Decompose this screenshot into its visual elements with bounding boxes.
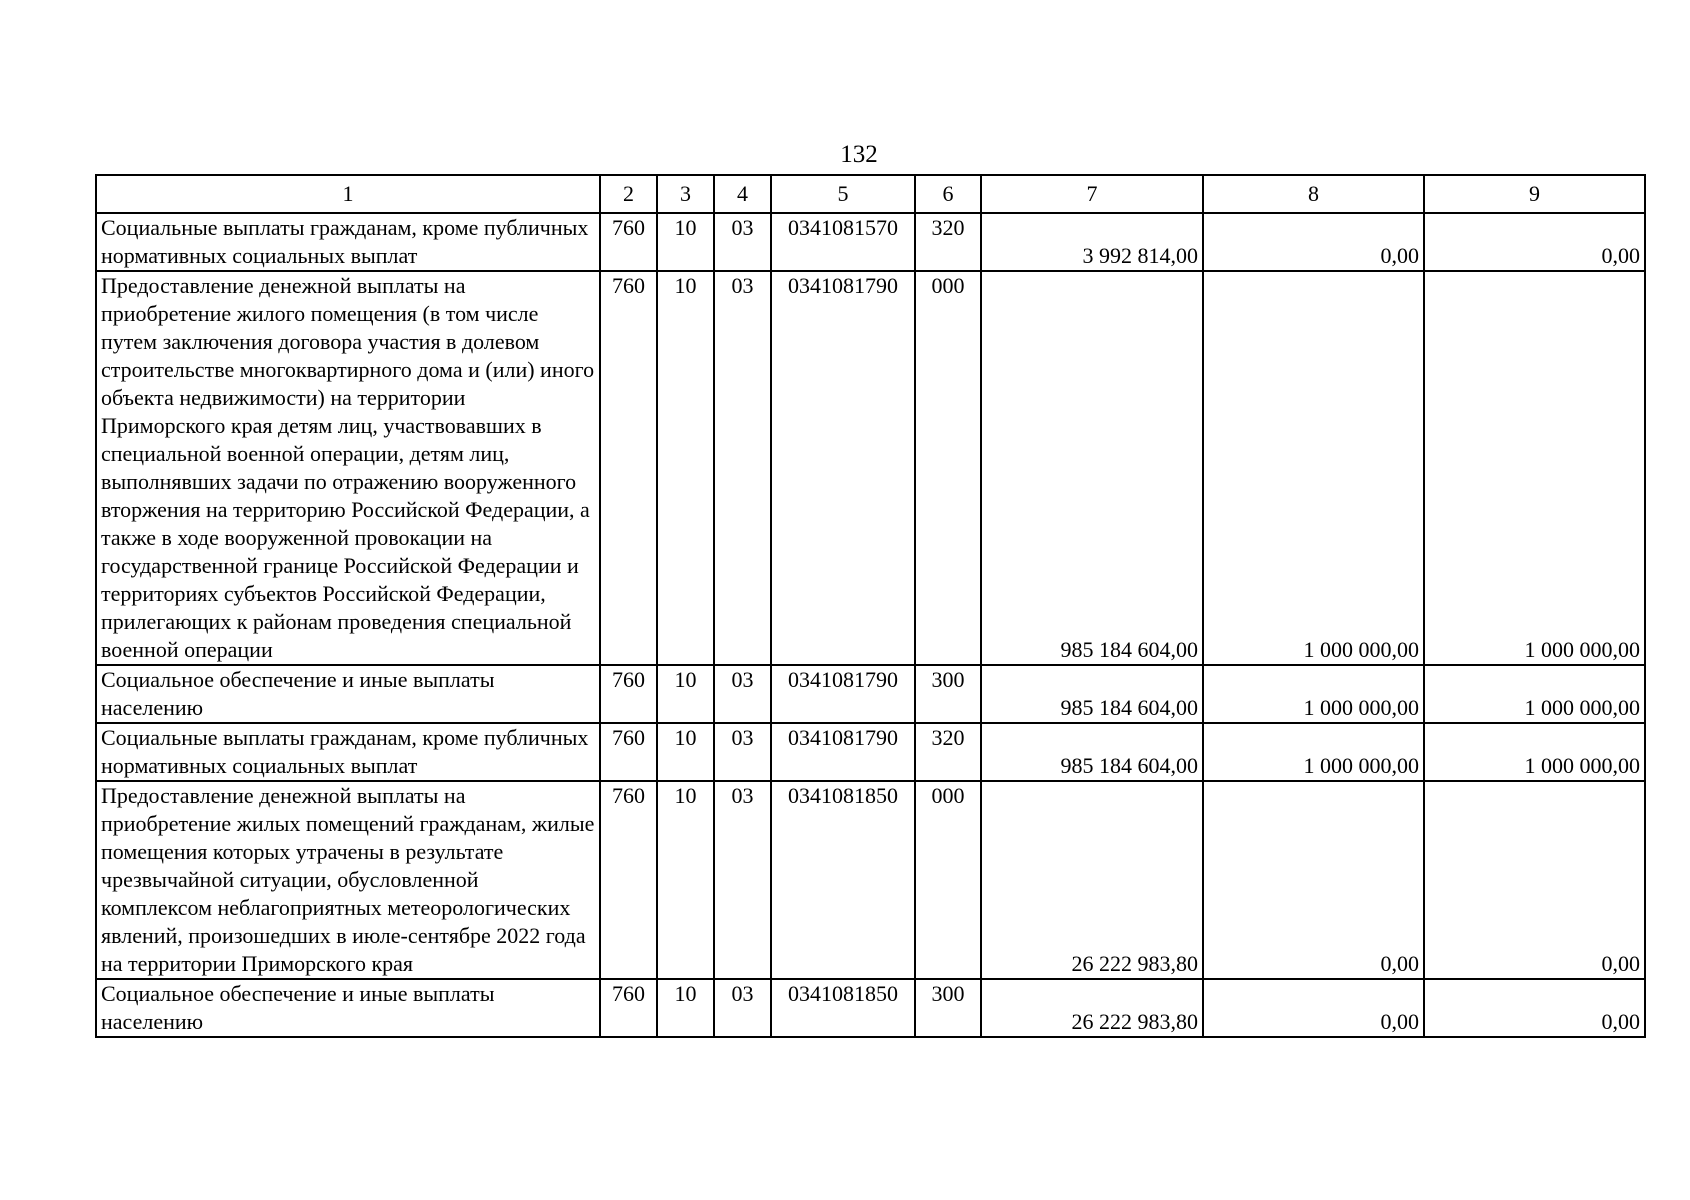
cell-subsection: 03 [714,271,771,665]
cell-type: 320 [915,213,981,271]
cell-amount: 985 184 604,00 [981,665,1203,723]
column-header: 9 [1424,175,1645,213]
row-name: Социальное обеспечение и иные выплаты населению [96,979,600,1037]
cell-section: 10 [657,665,714,723]
row-name: Социальные выплаты гражданам, кроме публичных нормативных социальных выплат [96,213,600,271]
cell-target: 0341081790 [771,665,915,723]
cell-target: 0341081790 [771,271,915,665]
cell-section: 10 [657,271,714,665]
row-name: Социальное обеспечение и иные выплаты населению [96,665,600,723]
cell-section: 10 [657,781,714,979]
column-header: 7 [981,175,1203,213]
table-row [96,271,1645,665]
column-header: 6 [915,175,981,213]
column-header: 5 [771,175,915,213]
cell-section: 10 [657,723,714,781]
cell-amount: 3 992 814,00 [981,213,1203,271]
cell-code: 760 [600,665,657,723]
column-header: 1 [96,175,600,213]
table-row [96,979,1645,1037]
cell-section: 10 [657,979,714,1037]
column-header: 3 [657,175,714,213]
cell-amount: 26 222 983,80 [981,979,1203,1037]
cell-target: 0341081850 [771,979,915,1037]
cell-amount: 0,00 [1203,979,1424,1037]
column-header: 2 [600,175,657,213]
row-name: Предоставление денежной выплаты на приобретение жилого помещения (в том числе путем заключения договора участия в долевом строительстве многоквартирного дома и (или) иного объекта недвижимости) на территории Приморского края детям лиц, участвовавших в специальной военной операции, детям лиц, выполнявших задачи по отражению вооруженного вторжения на территорию Российской Федерации, а также в ходе вооруженной провокации на государственной границе Российской Федерации и территориях субъектов Российской Федерации, прилегающих к районам проведения специальной военной операции [96,271,600,665]
cell-subsection: 03 [714,723,771,781]
cell-amount: 26 222 983,80 [981,781,1203,979]
cell-code: 760 [600,723,657,781]
cell-amount: 0,00 [1424,979,1645,1037]
cell-amount: 1 000 000,00 [1424,665,1645,723]
cell-amount: 1 000 000,00 [1203,665,1424,723]
cell-subsection: 03 [714,665,771,723]
cell-section: 10 [657,213,714,271]
page-number: 132 [840,141,878,168]
cell-amount: 0,00 [1203,781,1424,979]
cell-type: 300 [915,979,981,1037]
budget-table [95,174,1646,1038]
cell-target: 0341081790 [771,723,915,781]
cell-target: 0341081850 [771,781,915,979]
column-number-row [96,175,1645,213]
row-name: Предоставление денежной выплаты на приобретение жилых помещений гражданам, жилые помещения которых утрачены в результате чрезвычайной ситуации, обусловленной комплексом неблагоприятных метеорологических явлений, произошедших в июле-сентябре 2022 года на территории Приморского края [96,781,600,979]
column-header: 8 [1203,175,1424,213]
cell-type: 000 [915,781,981,979]
table-row [96,665,1645,723]
cell-type: 000 [915,271,981,665]
row-name: Социальные выплаты гражданам, кроме публичных нормативных социальных выплат [96,723,600,781]
cell-amount: 985 184 604,00 [981,723,1203,781]
cell-amount: 1 000 000,00 [1203,723,1424,781]
table-row [96,723,1645,781]
cell-amount: 0,00 [1424,213,1645,271]
cell-code: 760 [600,213,657,271]
cell-subsection: 03 [714,213,771,271]
cell-amount: 1 000 000,00 [1424,271,1645,665]
cell-amount: 0,00 [1203,213,1424,271]
cell-amount: 1 000 000,00 [1424,723,1645,781]
cell-subsection: 03 [714,781,771,979]
cell-target: 0341081570 [771,213,915,271]
table-row [96,781,1645,979]
cell-amount: 1 000 000,00 [1203,271,1424,665]
cell-code: 760 [600,781,657,979]
cell-amount: 0,00 [1424,781,1645,979]
column-header: 4 [714,175,771,213]
cell-code: 760 [600,979,657,1037]
cell-subsection: 03 [714,979,771,1037]
cell-type: 300 [915,665,981,723]
table-row [96,213,1645,271]
cell-code: 760 [600,271,657,665]
cell-type: 320 [915,723,981,781]
cell-amount: 985 184 604,00 [981,271,1203,665]
